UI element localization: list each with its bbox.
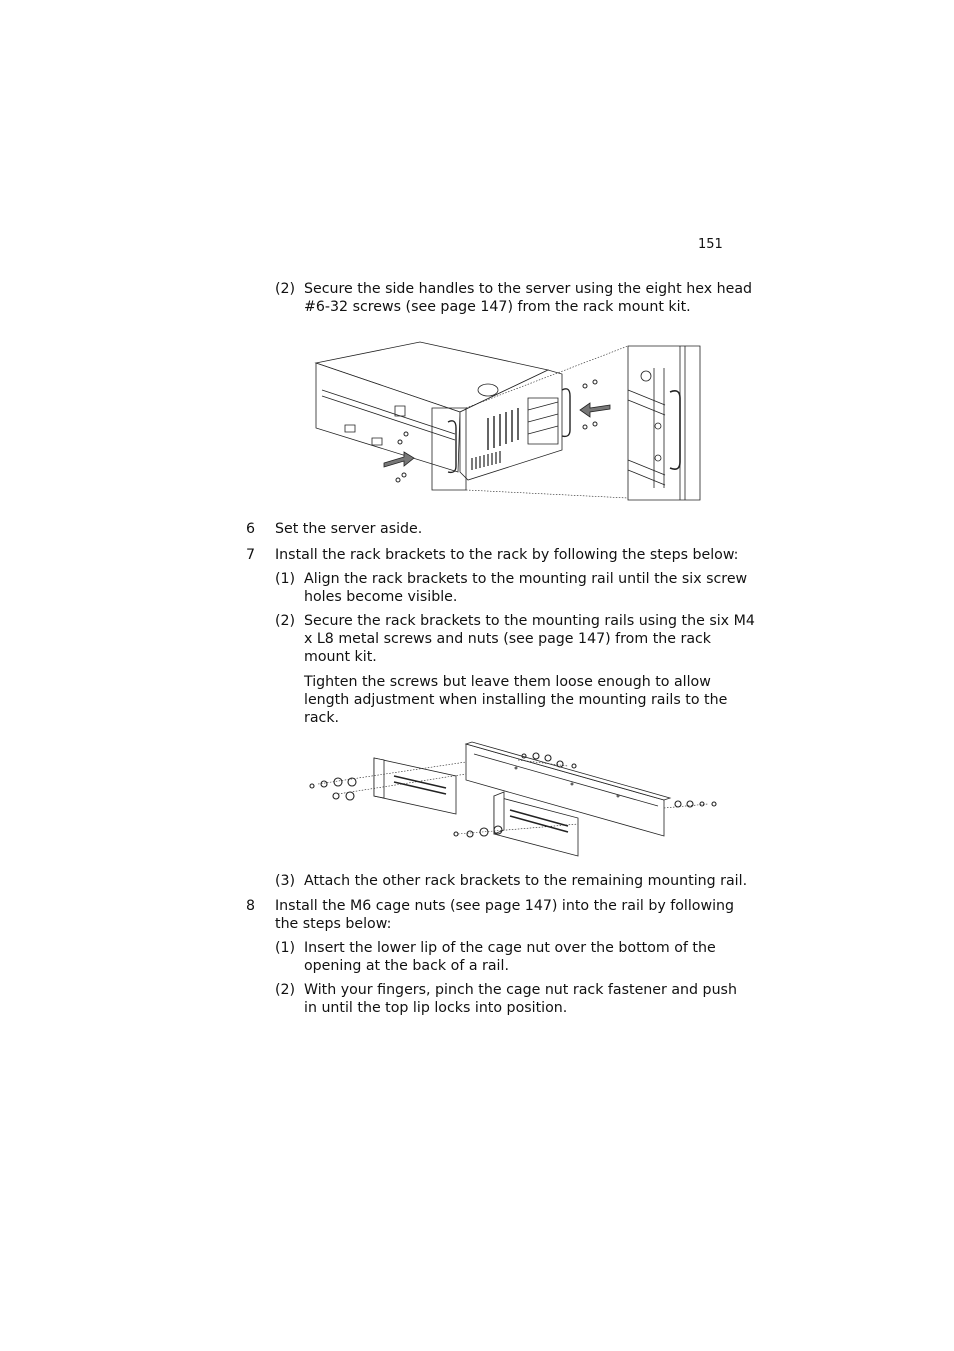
substep-marker: (2) (275, 982, 296, 998)
step-number: 8 (246, 898, 256, 914)
step-text-line: Attach the other rack brackets to the remaining mounting rail. (304, 873, 748, 889)
step-number: 7 (246, 547, 256, 563)
note-text-line: length adjustment when installing the mounting rails to the (304, 692, 728, 708)
substep-marker: (3) (275, 873, 296, 889)
rack-bracket-illustration (298, 738, 722, 856)
step-text-line: in until the top lip locks into position. (304, 1000, 568, 1016)
substep-marker: (1) (275, 571, 296, 587)
step-text-line: opening at the back of a rail. (304, 958, 509, 974)
note-text-line: Tighten the screws but leave them loose enough to allow (304, 674, 711, 690)
step-number: 6 (246, 521, 256, 537)
substep-marker: (2) (275, 281, 296, 297)
server-handle-illustration (300, 330, 710, 510)
step-text-line: Install the M6 cage nuts (see page 147) into the rail by following (275, 898, 735, 914)
substep-marker: (2) (275, 613, 296, 629)
step-text-line: holes become visible. (304, 589, 458, 605)
substep-marker: (1) (275, 940, 296, 956)
step-text-line: Secure the side handles to the server using the eight hex head (304, 281, 753, 297)
step-text-line: Set the server aside. (275, 521, 423, 537)
step-text-line: With your fingers, pinch the cage nut rack fastener and push (304, 982, 737, 998)
step-text-line: Secure the rack brackets to the mounting rails using the six M4 (304, 613, 755, 629)
page-number: 151 (698, 237, 723, 252)
step-text-line: the steps below: (275, 916, 392, 932)
note-text-line: rack. (304, 710, 340, 726)
step-text-line: Align the rack brackets to the mounting rail until the six screw (304, 571, 748, 587)
step-text-line: Install the rack brackets to the rack by following the steps below: (275, 547, 739, 563)
step-text-line: mount kit. (304, 649, 377, 665)
step-text-line: x L8 metal screws and nuts (see page 147) from the rack (304, 631, 712, 647)
step-text-line: #6-32 screws (see page 147) from the rack mount kit. (304, 299, 691, 315)
step-text-line: Insert the lower lip of the cage nut over the bottom of the (304, 940, 716, 956)
